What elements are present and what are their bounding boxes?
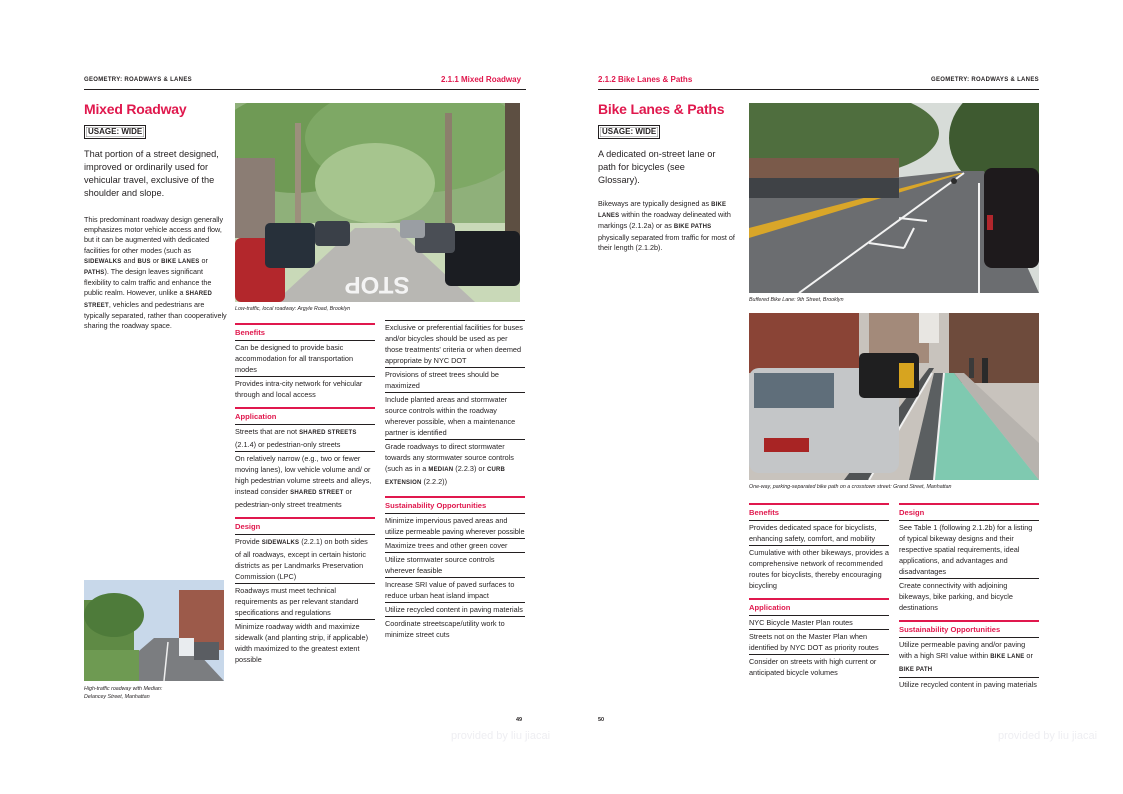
- sustainability-item: Utilize recycled content in paving materials: [899, 677, 1039, 691]
- design-heading: Design: [899, 503, 1039, 518]
- benefits-heading: Benefits: [749, 503, 889, 518]
- sustainability-item: Utilize stormwater source controls wherever feasible: [385, 552, 525, 577]
- caption-delancey-street: High-traffic roadway with Median: Delancey Street, Manhattan: [84, 686, 163, 700]
- benefit-item: Can be designed to provide basic accommodation for all transportation modes: [235, 340, 375, 376]
- photo-grand-street: [749, 313, 1039, 480]
- right-page-number: 50: [598, 717, 605, 723]
- application-heading: Application: [235, 407, 375, 422]
- design-item: Include planted areas and stormwater source controls within the roadway wherever possible, when a maintenance partner is identified: [385, 392, 525, 439]
- right-body-paragraph: Bikeways are typically designed as BIKE LANES within the roadway delineated with markings (2.1.2a) or as BIKE PATHS physically separated from traffic for most of their length (2.1.2b).: [598, 199, 735, 252]
- design-item: Provide SIDEWALKS (2.2.1) on both sides of all roadways, except in certain historic districts as per Landmarks Preservation Commission (LPC): [235, 534, 375, 583]
- design-item: Provisions of street trees should be maximized: [385, 367, 525, 392]
- sustainability-item: Increase SRI value of paved surfaces to reduce urban heat island impact: [385, 577, 525, 602]
- sustainability-item: Minimize impervious paved areas and utilize permeable paving wherever possible: [385, 513, 525, 538]
- left-running-head: GEOMETRY: ROADWAYS & LANES: [84, 77, 192, 83]
- application-heading: Application: [749, 598, 889, 613]
- caption-9th-street: Buffered Bike Lane: 9th Street, Brooklyn: [749, 297, 844, 303]
- right-left-column: [749, 500, 889, 679]
- benefit-item: Provides dedicated space for bicyclists, enhancing safety, comfort, and mobility: [749, 520, 889, 545]
- left-body-paragraph: This predominant roadway design generally emphasizes motor vehicle access and flow, but it can be augmented with dedicated facilities for other modes (such as SIDEWALKS and BUS or BIKE LANES or PATHS). The design leaves significant flexibility to calm traffic and enhance the public realm. However, unlike a SHARED STREET, vehicles and pedestrians are typically separated, rather than cooperatively sharing the roadway space.: [84, 215, 227, 331]
- design-item: Exclusive or preferential facilities for buses and/or bicycles should be used as per those treatments' criteria or when deemed appropriate by NYC DOT: [385, 320, 525, 367]
- right-lead-paragraph: A dedicated on-street lane or path for bicycles (see Glossary).: [598, 149, 716, 185]
- photo-delancey-street: [84, 580, 224, 681]
- right-section-tag: 2.1.2 Bike Lanes & Paths: [598, 75, 693, 84]
- design-item: Minimize roadway width and maximize sidewalk (and planting strip, if applicable) width maximized to the greatest extent possible: [235, 619, 375, 666]
- right-header-rule: [598, 89, 1039, 90]
- application-item: On relatively narrow (e.g., two or fewer moving lanes), low vehicle volume and/ or high pedestrian volume streets and alleys, instead consider SHARED STREET or pedestrian-only street treatments: [235, 451, 375, 511]
- sustainability-item: Maximize trees and other green cover: [385, 538, 525, 552]
- left-right-column: [385, 320, 525, 641]
- left-section-tag: 2.1.1 Mixed Roadway: [441, 75, 522, 84]
- design-item: See Table 1 (following 2.1.2b) for a listing of typical bikeway designs and their respective spatial requirements, ideal applications, and advantages and disadvantages: [899, 520, 1039, 578]
- right-running-head: GEOMETRY: ROADWAYS & LANES: [931, 77, 1039, 83]
- application-item: Streets not on the Master Plan when identified by NYC DOT as priority routes: [749, 629, 889, 654]
- left-header-rule: [84, 89, 526, 90]
- right-page-title: Bike Lanes & Paths: [598, 101, 725, 117]
- left-usage-badge: USAGE: WIDE: [84, 125, 146, 139]
- sustainability-item: Utilize permeable paving and/or paving with a high SRI value within BIKE LANE or BIKE PATH: [899, 637, 1039, 677]
- sustainability-item: Utilize recycled content in paving materials: [385, 602, 525, 616]
- right-right-column: [899, 500, 1039, 691]
- application-item: Consider on streets with high current or anticipated bicycle volumes: [749, 654, 889, 679]
- application-item: NYC Bicycle Master Plan routes: [749, 615, 889, 629]
- photo-9th-street: [749, 103, 1039, 293]
- caption-argyle-road: Low-traffic, local roadway: Argyle Road, Brooklyn: [235, 306, 351, 312]
- benefits-heading: Benefits: [235, 323, 375, 338]
- benefit-item: Cumulative with other bikeways, provides a comprehensive network of recommended routes for bicyclists, thereby encouraging bicycling: [749, 545, 889, 592]
- left-page-number: 49: [516, 717, 523, 723]
- photo-argyle-road: [235, 103, 520, 302]
- svg-text:STOP: STOP: [344, 271, 410, 298]
- design-item: Grade roadways to direct stormwater towards any stormwater source controls (such as in a MEDIAN (2.2.3) or CURB EXTENSION (2.2.2)): [385, 439, 525, 490]
- design-item: Create connectivity with adjoining bikeways, bike parking, and bicycle destinations: [899, 578, 1039, 614]
- application-item: Streets that are not SHARED STREETS (2.1.4) or pedestrian-only streets: [235, 424, 375, 451]
- design-item: Roadways must meet technical requirements as per relevant standard specifications and regulations: [235, 583, 375, 619]
- design-heading: Design: [235, 517, 375, 532]
- left-mid-column: [235, 320, 375, 666]
- left-page-title: Mixed Roadway: [84, 101, 187, 117]
- left-lead-paragraph: That portion of a street designed, improved or ordinarily used for vehicular travel, exclusive of the shoulder and slope.: [84, 149, 219, 198]
- left-watermark: provided by liu jiacai: [451, 730, 551, 742]
- right-usage-badge: USAGE: WIDE: [598, 125, 660, 139]
- right-watermark: provided by liu jiacai: [998, 730, 1098, 742]
- sustainability-heading: Sustainability Opportunities: [385, 496, 525, 511]
- benefit-item: Provides intra-city network for vehicular through and local access: [235, 376, 375, 401]
- sustainability-item: Coordinate streetscape/utility work to minimize street cuts: [385, 616, 525, 641]
- caption-grand-street: One-way, parking-separated bike path on a crosstown street: Grand Street, Manhattan: [749, 484, 952, 490]
- sustainability-heading: Sustainability Opportunities: [899, 620, 1039, 635]
